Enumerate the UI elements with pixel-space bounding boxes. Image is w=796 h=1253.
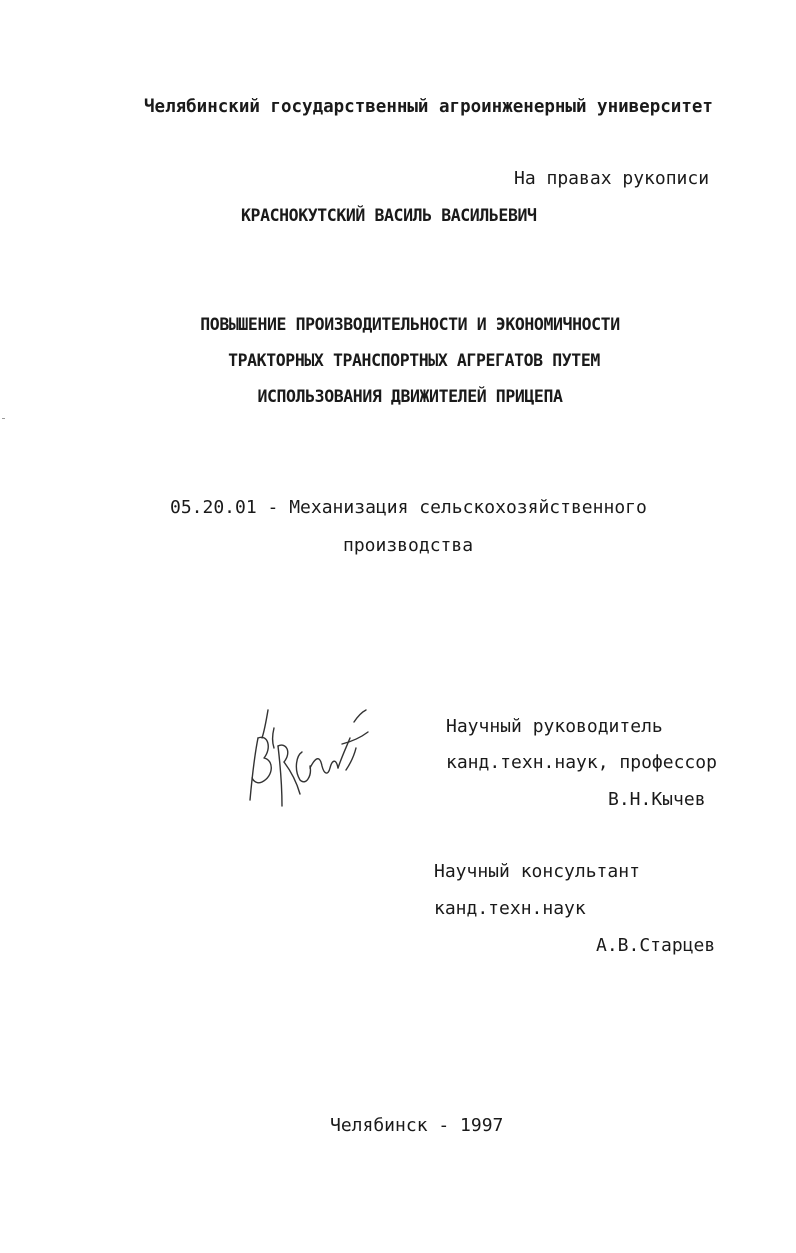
supervisor-role: Научный руководитель — [446, 716, 663, 737]
consultant-role: Научный консультант — [434, 861, 640, 882]
supervisor-degree: канд.техн.наук, профессор — [446, 752, 717, 773]
author-name: КРАСНОКУТСКИЙ ВАСИЛЬ ВАСИЛЬЕВИЧ — [241, 206, 537, 225]
city-year-footer: Челябинск - 1997 — [330, 1115, 504, 1136]
margin-mark — [2, 418, 5, 419]
consultant-degree: канд.техн.наук — [434, 898, 586, 919]
manuscript-rights-label: На правах рукописи — [514, 168, 710, 189]
handwritten-signature — [238, 708, 374, 816]
title-line-3: ИСПОЛЬЗОВАНИЯ ДВИЖИТЕЛЕЙ ПРИЦЕПА — [257, 387, 563, 406]
title-line-2: ТРАКТОРНЫХ ТРАНСПОРТНЫХ АГРЕГАТОВ ПУТЕМ — [228, 351, 600, 370]
consultant-name: А.В.Старцев — [596, 935, 716, 956]
specialty-line-1: 05.20.01 - Механизация сельскохозяйственного — [170, 497, 647, 518]
institution-name: Челябинский государственный агроинженерный университет — [144, 97, 713, 117]
specialty-line-2: производства — [343, 535, 474, 556]
title-line-1: ПОВЫШЕНИЕ ПРОИЗВОДИТЕЛЬНОСТИ И ЭКОНОМИЧНОСТИ — [200, 315, 620, 334]
supervisor-name: В.Н.Кычев — [608, 789, 706, 810]
